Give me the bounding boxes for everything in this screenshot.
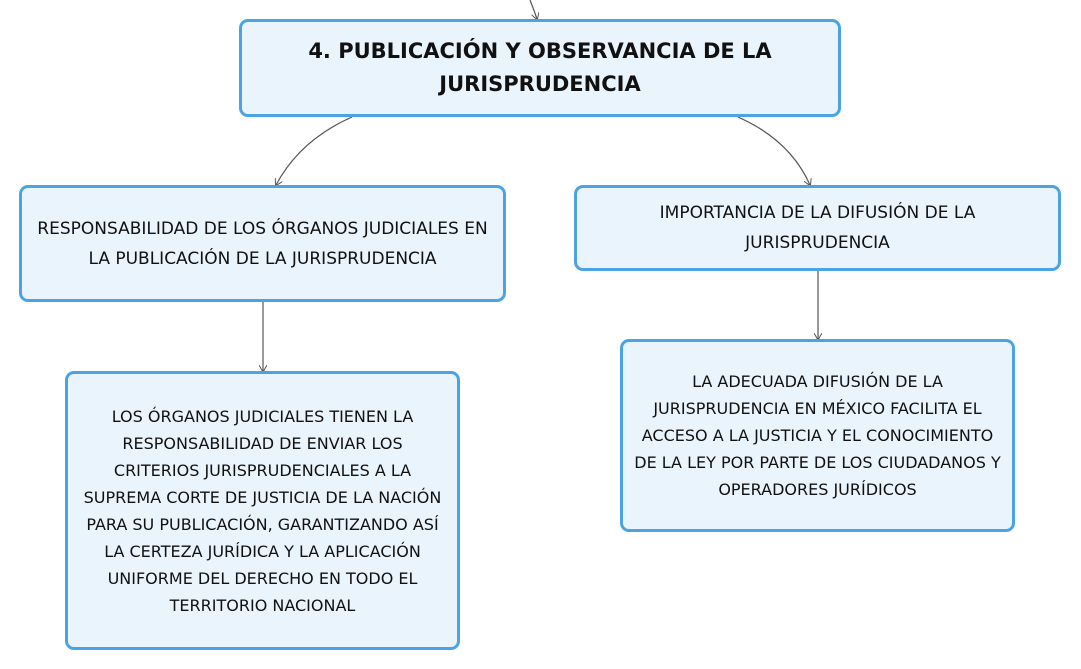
responsabilidad-node[interactable] (19, 185, 506, 302)
root-topic-label: 4. PUBLICACIÓN Y OBSERVANCIA DE LA JURISPRUDENCIA (308, 39, 772, 96)
responsabilidad-label: RESPONSABILIDAD DE LOS ÓRGANOS JUDICIALES EN LA PUBLICACIÓN DE LA JURISPRUDENCIA (37, 218, 488, 269)
responsabilidad-detail-node[interactable] (65, 371, 460, 650)
importancia-node[interactable] (574, 185, 1061, 271)
importancia-label: IMPORTANCIA DE LA DIFUSIÓN DE LA JURISPRUDENCIA (659, 203, 976, 253)
connector-incoming-to-root (530, 0, 537, 19)
root-topic-node[interactable] (239, 19, 841, 117)
connector-root-to-responsabilidad (276, 117, 352, 185)
importancia-detail-text: LA ADECUADA DIFUSIÓN DE LA JURISPRUDENCIA EN MÉXICO FACILITA EL ACCESO A LA JUSTICIA Y EL CONOCIMIENTO DE LA LEY POR PARTE DE LOS CIUDADANOS Y OPERADORES JURÍDICOS (634, 372, 1001, 499)
importancia-detail-node[interactable] (620, 339, 1015, 532)
connector-root-to-importancia (738, 117, 810, 185)
responsabilidad-detail-text: LOS ÓRGANOS JUDICIALES TIENEN LA RESPONSABILIDAD DE ENVIAR LOS CRITERIOS JURISPRUDENCIALES A LA SUPREMA CORTE DE JUSTICIA DE LA NACIÓN PARA SU PUBLICACIÓN, GARANTIZANDO ASÍ LA CERTEZA JURÍDICA Y LA APLICACIÓN UNIFORME DEL DERECHO EN TODO EL TERRITORIO NACIONAL (83, 406, 442, 615)
